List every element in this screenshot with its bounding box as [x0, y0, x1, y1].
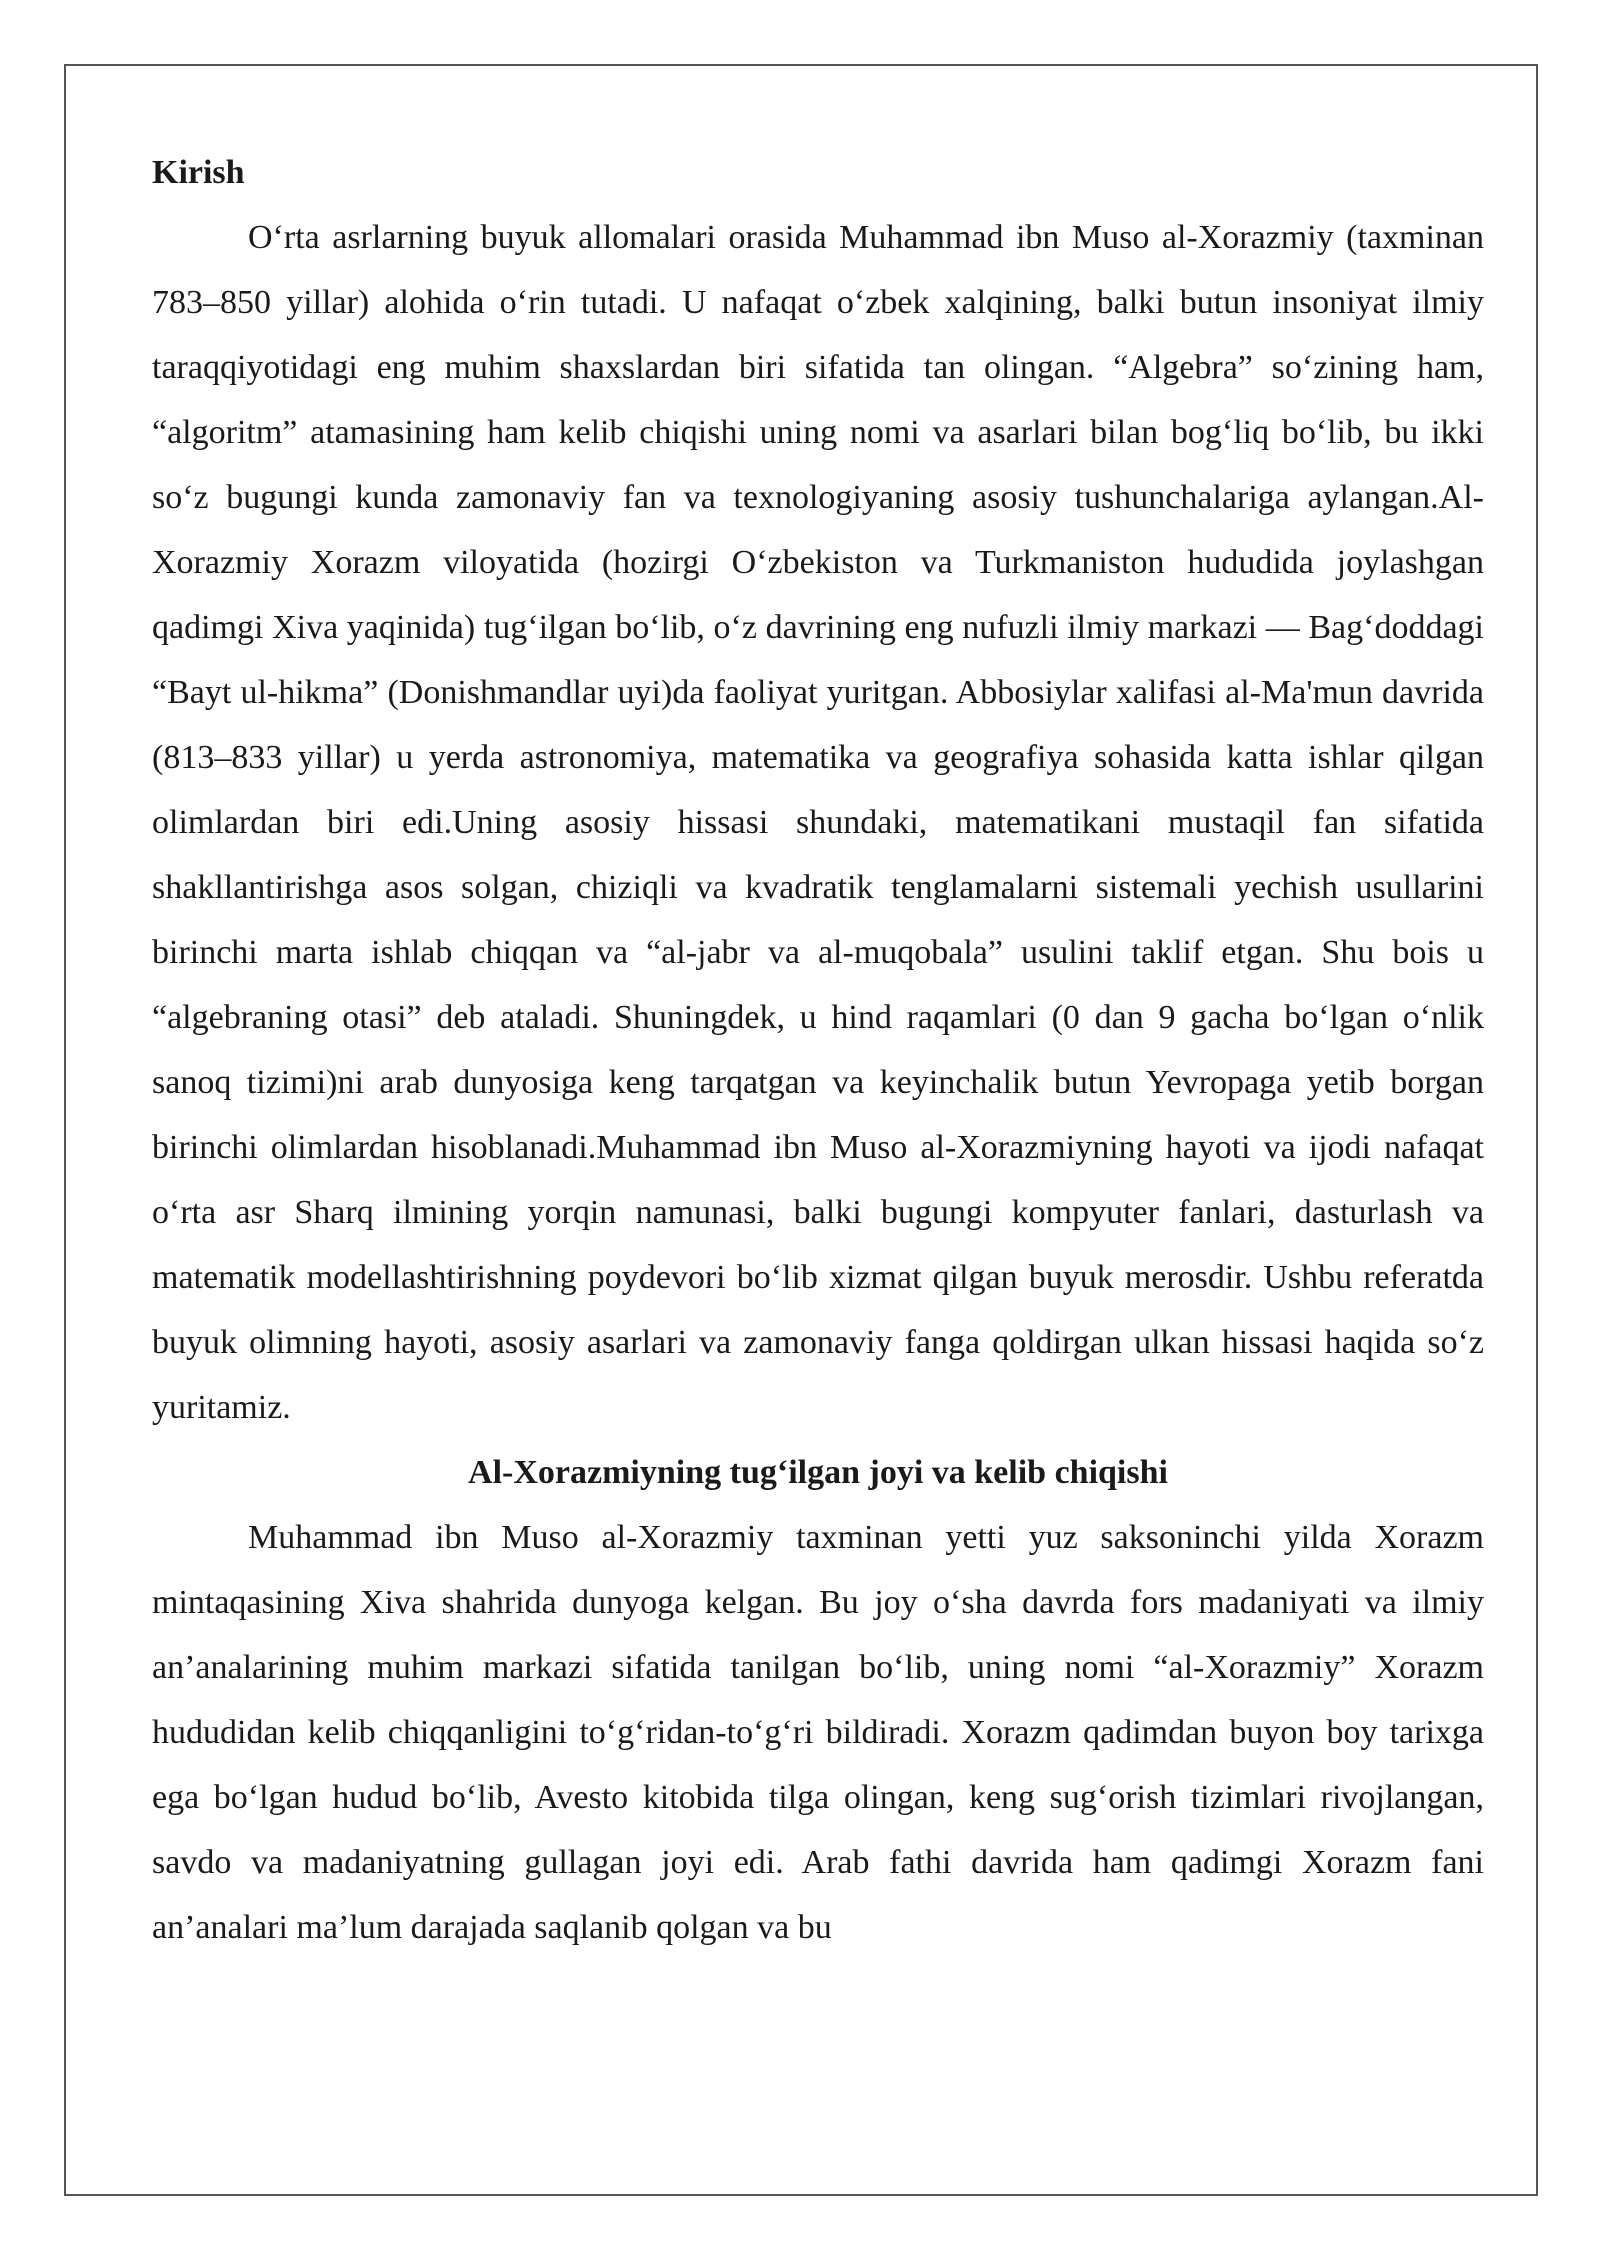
document-body: [152, 140, 1484, 1960]
birthplace-paragraph: Muhammad ibn Muso al-Xorazmiy taxminan yetti yuz saksoninchi yilda Xorazm mintaqasining Xiva shahrida dunyoga kelgan. Bu joy o‘sha davrda fors madaniyati va ilmiy an’analarining muhim markazi sifatida tanilgan bo‘lib, uning nomi “al-Xorazmiy” Xorazm hududidan kelib chiqqanligini to‘g‘ridan-to‘g‘ri bildiradi. Xorazm qadimdan buyon boy tarixga ega bo‘lgan hudud bo‘lib, Avesto kitobida tilga olingan, keng sug‘orish tizimlari rivojlangan, savdo va madaniyatning gullagan joyi edi. Arab fathi davrida ham qadimgi Xorazm fani an’analari ma’lum darajada saqlanib qolgan va bu: [152, 1519, 1484, 1946]
intro-paragraph: O‘rta asrlarning buyuk allomalari orasida Muhammad ibn Muso al-Xorazmiy (taxminan 783–850 yillar) alohida o‘rin tutadi. U nafaqat o‘zbek xalqining, balki butun insoniyat ilmiy taraqqiyotidagi eng muhim shaxslardan biri sifatida tan olingan. “Algebra” so‘zining ham, “algoritm” atamasining ham kelib chiqishi uning nomi va asarlari bilan bog‘liq bo‘lib, bu ikki so‘z bugungi kunda zamonaviy fan va texnologiyaning asosiy tushunchalariga aylangan.Al-Xorazmiy Xorazm viloyatida (hozirgi O‘zbekiston va Turkmaniston hududida joylashgan qadimgi Xiva yaqinida) tug‘ilgan bo‘lib, o‘z davrining eng nufuzli ilmiy markazi — Bag‘doddagi “Bayt ul-hikma” (Donishmandlar uyi)da faoliyat yuritgan. Abbosiylar xalifasi al-Ma'mun davrida (813–833 yillar) u yerda astronomiya, matematika va geografiya sohasida katta ishlar qilgan olimlardan biri edi.Uning asosiy hissasi shundaki, matematikani mustaqil fan sifatida shakllantirishga asos solgan, chiziqli va kvadratik tenglamalarni sistemali yechish usullarini birinchi marta ishlab chiqqan va “al-jabr va al-muqobala” usulini taklif etgan. Shu bois u “algebraning otasi” deb ataladi. Shuningdek, u hind raqamlari (0 dan 9 gacha bo‘lgan o‘nlik sanoq tizimi)ni arab dunyosiga keng tarqatgan va keyinchalik butun Yevropaga yetib borgan birinchi olimlardan hisoblanadi.Muhammad ibn Muso al-Xorazmiyning hayoti va ijodi nafaqat o‘rta asr Sharq ilmining yorqin namunasi, balki bugungi kompyuter fanlari, dasturlash va matematik modellashtirishning poydevori bo‘lib xizmat qilgan buyuk merosdir. Ushbu referatda buyuk olimning hayoti, asosiy asarlari va zamonaviy fanga qoldirgan ulkan hissasi haqida so‘z yuritamiz.: [152, 219, 1484, 1426]
section-heading-intro: Kirish: [152, 154, 245, 191]
section-heading-birthplace: Al-Xorazmiyning tug‘ilgan joyi va kelib chiqishi: [468, 1454, 1168, 1491]
